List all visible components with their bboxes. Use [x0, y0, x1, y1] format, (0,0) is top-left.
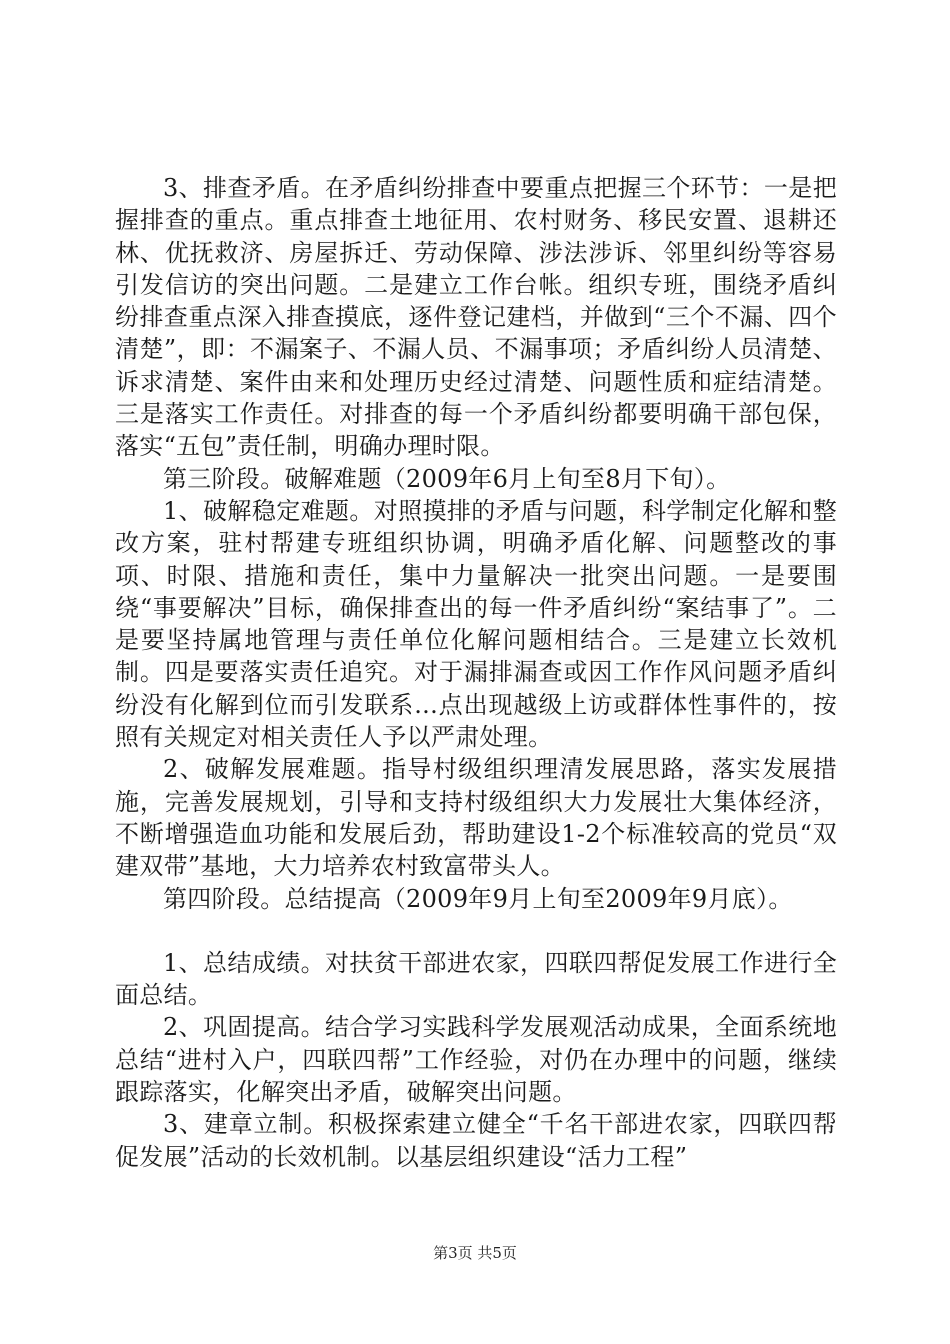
paragraph-stability-problems: 1、破解稳定难题。对照摸排的矛盾与问题，科学制定化解和整改方案，驻村帮建专班组织协调，明确矛盾化解、问题整改的事项、时限、措施和责任，集中力量解决一批突出问题。一是要围绕“事要解决”目标，确保排查出的每一件矛盾纠纷“案结事了”。二是要坚持属地管理与责任单位化解问题相结合。三是建立长效机制。四是要落实责任追究。对于漏排漏查或因工作作风问题矛盾纠纷没有化解到位而引发联系...点出现越级上访或群体性事件的，按照有关规定对相关责任人予以严肃处理。	[115, 496, 837, 752]
paragraph-investigate-conflicts: 3、排查矛盾。在矛盾纠纷排查中要重点把握三个环节：一是把握排查的重点。重点排查土地征用、农村财务、移民安置、退耕还林、优抚救济、房屋拆迁、劳动保障、涉法涉诉、邻里纠纷等容易引发信访的突出问题。二是建立工作台帐。组织专班，围绕矛盾纠纷排查重点深入排查摸底，逐件登记建档，并做到“三个不漏、四个清楚”，即：不漏案子、不漏人员、不漏事项；矛盾纠纷人员清楚、诉求清楚、案件由来和处理历史经过清楚、问题性质和症结清楚。三是落实工作责任。对排查的每一个矛盾纠纷都要明确干部包保，落实“五包”责任制，明确办理时限。	[115, 174, 837, 461]
paragraph-summarize-results: 1、总结成绩。对扶贫干部进农家，四联四帮促发展工作进行全面总结。	[115, 948, 837, 1010]
heading-stage-four: 第四阶段。总结提高（2009年9月上旬至2009年9月底）。	[163, 884, 793, 913]
paragraph-development-problems: 2、破解发展难题。指导村级组织理清发展思路，落实发展措施，完善发展规划，引导和支持村级组织大力发展壮大集体经济，不断增强造血功能和发展后劲，帮助建设1-2个标准较高的党员“双建双带”基地，大力培养农村致富带头人。	[115, 755, 837, 881]
page-number-footer: 第3页 共5页	[433, 1244, 517, 1262]
document-body	[115, 172, 837, 1173]
blank-line	[115, 915, 837, 947]
paragraph-consolidate-improve: 2、巩固提高。结合学习实践科学发展观活动成果，全面系统地总结“进村入户，四联四帮”工作经验，对仍在办理中的问题，继续跟踪落实，化解突出矛盾，破解突出问题。	[115, 1013, 837, 1107]
heading-stage-three: 第三阶段。破解难题（2009年6月上旬至8月下旬）。	[163, 464, 731, 493]
paragraph-establish-rules: 3、建章立制。积极探索建立健全“千名干部进农家，四联四帮促发展”活动的长效机制。以基层组织建设“活力工程”	[115, 1110, 837, 1171]
